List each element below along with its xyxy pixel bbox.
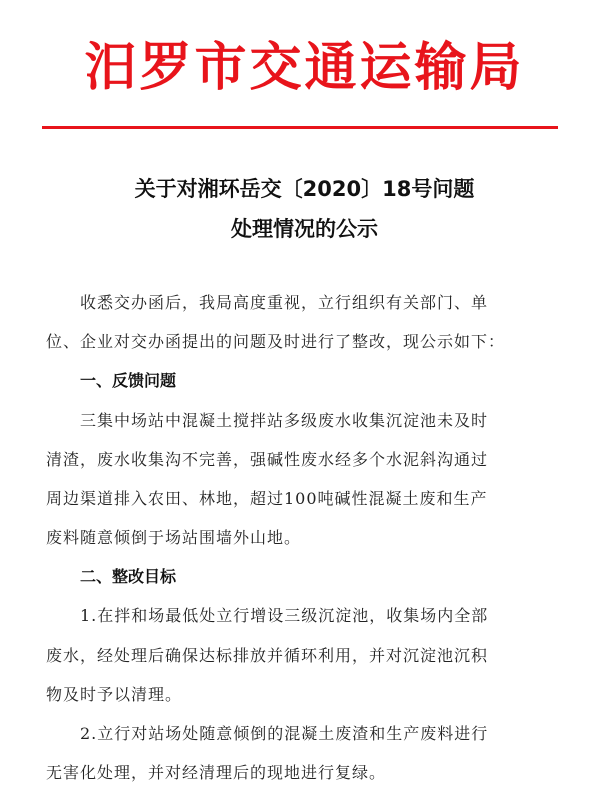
section-2-item-2-line-2: 无害化处理，并对经清理后的现地进行复绿。 bbox=[46, 763, 387, 782]
masthead-title: 汨罗市交通运输局 bbox=[84, 37, 525, 98]
intro-line-1: 收悉交办函后，我局高度重视，立行组织有关部门、单 bbox=[80, 293, 489, 312]
section-1-line-4: 废料随意倾倒于场站围墙外山地。 bbox=[46, 528, 302, 547]
section-1-line-3: 周边渠道排入农田、林地，超过100吨碱性混凝土废和生产 bbox=[46, 489, 488, 508]
section-2-item-1-line-2: 废水，经处理后确保达标排放并循环利用，并对沉淀池沉积 bbox=[46, 646, 489, 665]
section-1-heading: 一、反馈问题 bbox=[80, 371, 177, 390]
section-2-item-1-line-1: 1.在拌和场最低处立行增设三级沉淀池，收集场内全部 bbox=[80, 606, 489, 625]
masthead-rule bbox=[42, 126, 558, 129]
intro-line-2: 位、企业对交办函提出的问题及时进行了整改，现公示如下： bbox=[46, 332, 506, 351]
section-1-line-2: 清渣，废水收集沟不完善，强碱性废水经多个水泥斜沟通过 bbox=[46, 450, 489, 469]
document-title-line-1: 关于对湘环岳交〔2020〕18号问题 bbox=[134, 177, 475, 201]
section-2-heading: 二、整改目标 bbox=[80, 567, 177, 586]
section-1-line-1: 三集中场站中混凝土搅拌站多级废水收集沉淀池未及时 bbox=[80, 411, 489, 430]
section-2-item-1-line-3: 物及时予以清理。 bbox=[46, 685, 183, 704]
section-2-item-2-line-1: 2.立行对站场处随意倾倒的混凝土废渣和生产废料进行 bbox=[80, 724, 489, 743]
document-title-line-2: 处理情况的公示 bbox=[231, 217, 378, 241]
